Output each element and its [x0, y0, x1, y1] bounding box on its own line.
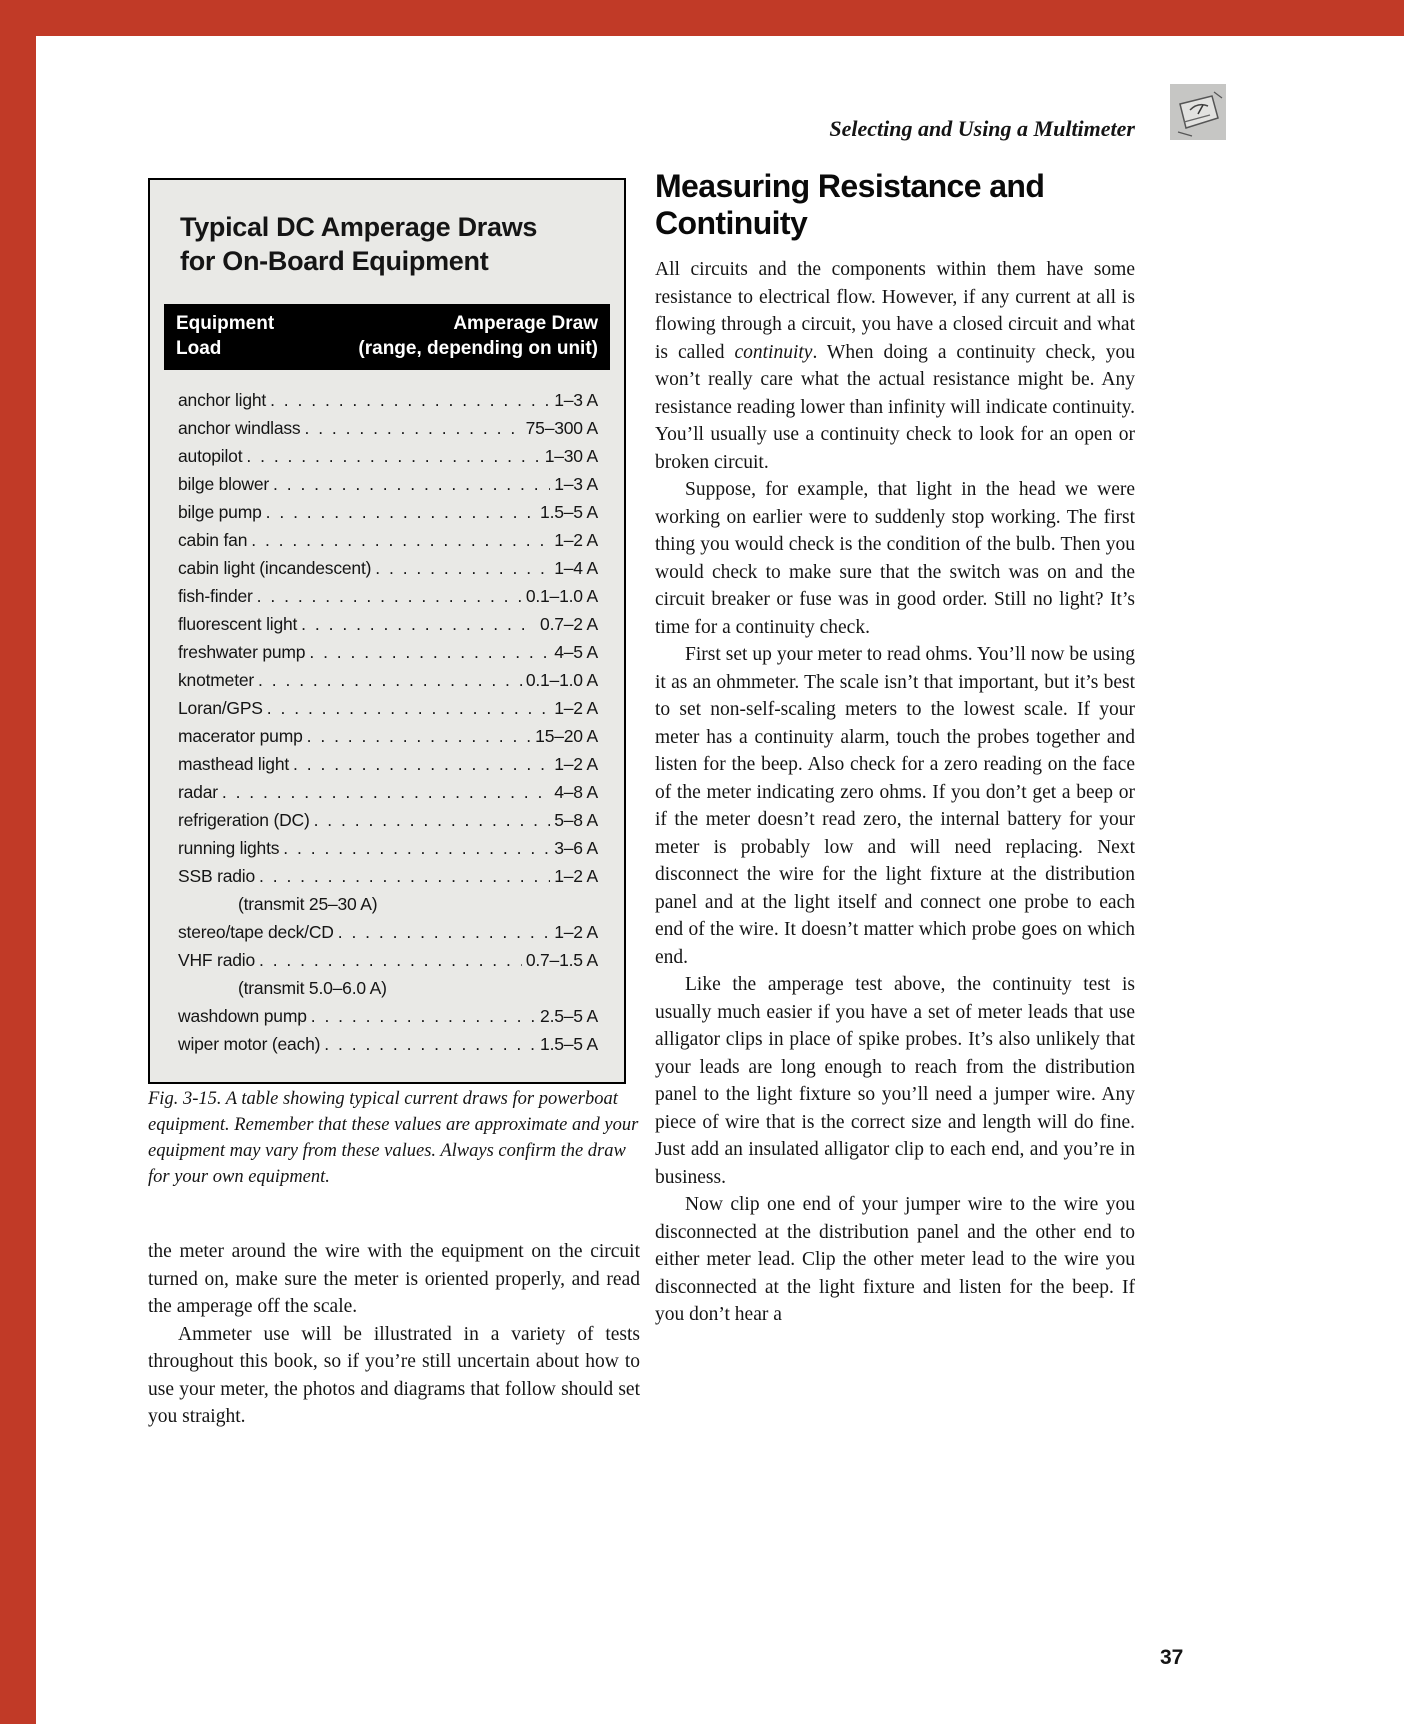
left-column-text	[148, 1238, 640, 1431]
amperage-value: 0.7–2 A	[540, 614, 598, 634]
amperage-value: 15–20 A	[535, 726, 598, 746]
paragraph: the meter around the wire with the equipment on the circuit turned on, make sure the meter is oriented properly, and read the amperage off the scale.	[148, 1241, 640, 1317]
table-row	[178, 722, 598, 750]
table-row	[178, 666, 598, 694]
dot-leader	[301, 610, 536, 638]
equipment-label: anchor light	[178, 390, 267, 410]
paragraph: First set up your meter to read ohms. You’ll now be using it as an ohmmeter. The scale isn’t that important, but it’s best to set non-self-scaling meters to the lowest scale. If your meter has a continuity alarm, touch the probes together and listen for the beep. Also check for a zero reading on the face of the meter indicating zero ohms. If you don’t get a beep or if the meter doesn’t read zero, the internal battery for your meter is probably low and will need replacing. Next disconnect the wire for the light fixture at the distribution panel and at the light itself and connect one probe to each end of the wire. It doesn’t matter which probe goes on which end.	[655, 644, 1135, 968]
equipment-label: macerator pump	[178, 726, 303, 746]
paragraph: Ammeter use will be illustrated in a variety of tests throughout this book, so if you’re still uncertain about how to use your meter, the photos and diagrams that follow should set you straight.	[148, 1323, 640, 1427]
amperage-value: 5–8 A	[554, 810, 598, 830]
page-number: 37	[1160, 1646, 1184, 1669]
equipment-label: radar	[178, 782, 218, 802]
col-header-load: Load	[176, 338, 222, 359]
running-header: Selecting and Using a Multimeter	[829, 116, 1135, 141]
dot-leader	[267, 694, 550, 722]
dot-leader	[311, 1002, 536, 1030]
dot-leader	[222, 778, 550, 806]
table-row	[178, 974, 598, 1002]
table-row	[178, 442, 598, 470]
table-row	[178, 946, 598, 974]
equipment-label: fish-finder	[178, 586, 253, 606]
equipment-label: cabin fan	[178, 530, 248, 550]
table-title-line2: for On-Board Equipment	[180, 246, 489, 276]
table-row	[178, 1030, 598, 1058]
paragraph: Like the amperage test above, the continuity test is usually much easier if you have a set of meter leads that use alligator clips in place of spike probes. It’s also unlikely that your leads are long enough to reach from the distribution panel to the light fixture so you’ll need a jumper wire. Any piece of wire that is the correct size and length will do fine. Just add an insulated alligator clip to each end, and you’re in business.	[655, 974, 1135, 1188]
page-edge-top	[0, 0, 1404, 36]
table-row	[178, 862, 598, 890]
italic-term: continuity	[734, 341, 813, 363]
equipment-label: bilge blower	[178, 474, 269, 494]
table-row	[178, 554, 598, 582]
amperage-value: 1–2 A	[554, 754, 598, 774]
equipment-label: bilge pump	[178, 502, 262, 522]
amperage-value: 1–2 A	[554, 698, 598, 718]
equipment-label: anchor windlass	[178, 418, 301, 438]
table-row	[178, 582, 598, 610]
amperage-value: 0.1–1.0 A	[525, 586, 598, 606]
amperage-value: 1–2 A	[554, 530, 598, 550]
table-row	[178, 750, 598, 778]
col-header-equipment: Equipment	[176, 313, 275, 334]
amperage-value: 3–6 A	[554, 838, 598, 858]
dot-leader	[246, 442, 540, 470]
page-edge-left	[0, 0, 36, 1724]
table-row	[178, 778, 598, 806]
table-row	[178, 526, 598, 554]
amperage-value: 1–4 A	[554, 558, 598, 578]
dot-leader	[259, 946, 522, 974]
equipment-label: cabin light (incandescent)	[178, 558, 372, 578]
table-title-line1: Typical DC Amperage Draws	[180, 212, 538, 242]
amperage-value: 0.7–1.5 A	[525, 950, 598, 970]
multimeter-sketch-icon	[1170, 84, 1226, 140]
table-row	[178, 694, 598, 722]
dot-leader	[338, 918, 550, 946]
amperage-rows	[150, 370, 624, 1082]
amperage-value: 1.5–5 A	[540, 502, 598, 522]
equipment-label: stereo/tape deck/CD	[178, 922, 334, 942]
dot-leader	[375, 554, 550, 582]
col-header-range-note: (range, depending on unit)	[358, 338, 598, 359]
dot-leader	[314, 806, 551, 834]
dot-leader	[324, 1030, 536, 1058]
table-row	[178, 638, 598, 666]
dot-leader	[270, 386, 550, 414]
table-row	[178, 1002, 598, 1030]
amperage-value: 1–3 A	[554, 474, 598, 494]
dot-leader	[251, 526, 550, 554]
equipment-label: (transmit 25–30 A)	[238, 894, 378, 914]
dot-leader	[283, 834, 550, 862]
figure-caption: Fig. 3-15. A table showing typical current draws for powerboat equipment. Remember that these values are approximate and your equipment may vary from these values. Always confirm the draw for your own equipment.	[148, 1089, 639, 1187]
dot-leader	[304, 414, 521, 442]
equipment-label: masthead light	[178, 754, 290, 774]
equipment-label: autopilot	[178, 446, 243, 466]
table-row	[178, 918, 598, 946]
table-row	[178, 610, 598, 638]
equipment-label: wiper motor (each)	[178, 1034, 321, 1054]
table-row	[178, 470, 598, 498]
amperage-value: 2.5–5 A	[540, 1006, 598, 1026]
section-heading: Measuring Resistance and Continuity	[655, 168, 1045, 241]
table-row	[178, 386, 598, 414]
dot-leader	[307, 722, 532, 750]
table-row	[178, 414, 598, 442]
dot-leader	[266, 498, 536, 526]
equipment-label: (transmit 5.0–6.0 A)	[238, 978, 387, 998]
amperage-value: 75–300 A	[525, 418, 598, 438]
right-column	[655, 168, 1135, 1329]
table-row	[178, 890, 598, 918]
amperage-value: 1–2 A	[554, 866, 598, 886]
amperage-value: 1.5–5 A	[540, 1034, 598, 1054]
equipment-label: SSB radio	[178, 866, 255, 886]
amperage-value: 1–3 A	[554, 390, 598, 410]
dot-leader	[259, 862, 550, 890]
dot-leader	[273, 470, 550, 498]
paragraph: Now clip one end of your jumper wire to the wire you disconnected at the distribution panel and the other end to either meter lead. Clip the other meter lead to the wire you disconnected at the light fixture and listen for the beep. If you don’t hear a	[655, 1194, 1135, 1325]
amperage-value: 1–2 A	[554, 922, 598, 942]
paragraph: Suppose, for example, that light in the head we were working on earlier were to suddenly stop working. The first thing you would check is the condition of the bulb. Then you would check to make sure that the switch was on and the circuit breaker or fuse was in good order. Still no light? It’s time for a continuity check.	[655, 479, 1135, 638]
table-row	[178, 834, 598, 862]
equipment-label: running lights	[178, 838, 280, 858]
amperage-value: 4–5 A	[554, 642, 598, 662]
col-header-amperage-draw: Amperage Draw	[453, 313, 598, 334]
amperage-value: 0.1–1.0 A	[525, 670, 598, 690]
table-header	[164, 304, 610, 370]
equipment-label: Loran/GPS	[178, 698, 263, 718]
equipment-label: washdown pump	[178, 1006, 307, 1026]
amperage-value: 1–30 A	[544, 446, 598, 466]
table-row	[178, 498, 598, 526]
equipment-label: refrigeration (DC)	[178, 810, 310, 830]
dot-leader	[257, 582, 522, 610]
equipment-label: VHF radio	[178, 950, 255, 970]
equipment-label: freshwater pump	[178, 642, 306, 662]
equipment-label: knotmeter	[178, 670, 255, 690]
dot-leader	[293, 750, 550, 778]
table-row	[178, 806, 598, 834]
amperage-table	[148, 178, 626, 1084]
table-title	[150, 180, 624, 286]
equipment-label: fluorescent light	[178, 614, 298, 634]
dot-leader	[258, 666, 522, 694]
paragraph: All circuits and the components within them have some resistance to electrical flow. However, if any current at all is flowing through a circuit, you have a closed circuit and what is called continuity. When doing a continuity check, you won’t really care what the actual resistance might be. Any resistance reading lower than infinity will indicate continuity. You’ll usually use a continuity check to look for an open or broken circuit.	[655, 259, 1135, 473]
dot-leader	[309, 638, 550, 666]
amperage-value: 4–8 A	[554, 782, 598, 802]
